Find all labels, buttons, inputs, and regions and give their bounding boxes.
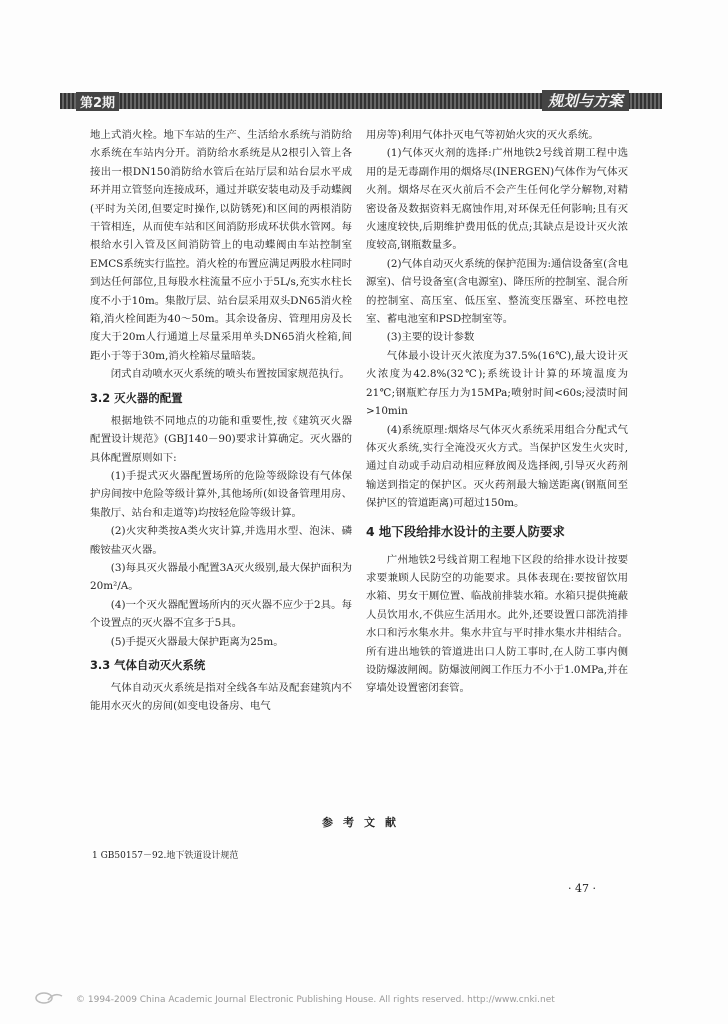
page-number: · 47 · xyxy=(568,882,596,895)
paragraph: 地上式消火栓。地下车站的生产、生活给水系统与消防给水系统在车站内分开。消防给水系统是从2根引入管上各接出一根DN150消防给水管后在站厅层和站台层水平成环并用立管竖向连接成环，通过并联安装电动及手动蝶阀(平时为关闭,但要定时操作,以防锈死)和区间的两根消防干管相连，从而使车站和区间消防形成环状供水管网。每根给水引入管及区间消防管上的电动蝶阀由车站控制室EMCS系统实行监控。消火栓的布置应满足两股水柱同时到达任何部位,且每股水柱流量不应小于5L/s,充实水柱长度不小于10m。集散厅层、站台层采用双头DN65消火栓箱,消火栓间距为40～50m。其余设备房、管理用房及长度大于20m人行通道上尽量采用单头DN65消火栓箱,间距小于等于30m,消火栓箱尽量暗装。 xyxy=(90,129,352,362)
paragraph: (2)火灾种类按A类火灾计算,并选用水型、泡沫、磷酸铵盐灭火器。 xyxy=(90,525,352,556)
paragraph: (1)手提式灭火器配置场所的危险等级除设有气体保护房间按中危险等级计算外,其他场所(如设备管理用房、集散厅、站台和走道等)均按轻危险等级计算。 xyxy=(90,469,352,519)
paragraph: (3)每具灭火器最小配置3A灭火级别,最大保护面积为20m²/A。 xyxy=(90,561,352,593)
right-column xyxy=(366,126,628,698)
paragraph: 气体自动灭火系统是指对全线各车站及配套建筑内不能用水灭火的房间(如变电设备房、电气 xyxy=(90,681,352,713)
issue-label: 第2期 xyxy=(76,92,119,111)
references-title: 参考文献 xyxy=(322,816,406,829)
cnki-logo-icon xyxy=(34,990,64,1006)
section-heading-3-3: 3.3 气体自动灭火系统 xyxy=(90,657,206,672)
paragraph: (3)主要的设计参数 xyxy=(386,331,475,344)
paragraph: (1)气体灭火剂的选择:广州地铁2号线首期工程中选用的是无毒副作用的烟烙尽(INERGEN)气体作为气体灭火剂。烟烙尽在灭火前后不会产生任何化学分解物,对精密设备及数据资料无腐蚀作用,对环保无任何影响;且有灭火速度较快,后期维护费用低的优点;其缺点是设计灭火浓度较高,钢瓶数量多。 xyxy=(366,147,628,252)
reference-item: 1 GB50157－92.地下铁道设计规范 xyxy=(92,851,239,861)
copyright-footer: © 1994-2009 China Academic Journal Electronic Publishing House. All rights reserved. http://www.cnki.net xyxy=(76,995,555,1005)
paragraph: 气体最小设计灭火浓度为37.5%(16℃),最大设计灭火浓度为42.8%(32℃);系统设计计算的环境温度为21℃;钢瓶贮存压力为15MPa;喷射时间<60s;浸渍时间>10min xyxy=(366,349,628,418)
paragraph: (4)一个灭火器配置场所内的灭火器不应少于2具。每个设置点的灭火器不宜多于5具。 xyxy=(90,598,352,630)
section-heading-4: 4 地下段给排水设计的主要人防要求 xyxy=(366,523,565,539)
section-heading-3-2: 3.2 灭火器的配置 xyxy=(90,390,183,405)
paragraph: (4)系统原理:烟烙尽气体灭火系统采用组合分配式气体灭火系统,实行全淹没灭火方式。当保护区发生火灾时,通过自动或手动启动相应释放阀及选择阀,引导灭火药剂输送到指定的保护区。灭火药剂最大输送距离(钢瓶间至保护区的管道距离)可超过150m。 xyxy=(366,423,628,510)
paragraph: 用房等)利用气体扑灭电气等初始火灾的灭火系统。 xyxy=(366,129,599,141)
paragraph: 闭式自动喷水灭火系统的喷头布置按国家规范执行。 xyxy=(110,368,350,381)
paragraph: 根据地铁不同地点的功能和重要性,按《建筑灭火器配置设计规范》(GBJ140－90)要求计算确定。灭火器的具体配置原则如下: xyxy=(90,414,352,464)
paragraph: (5)手提灭火器最大保护距离为25m。 xyxy=(110,635,284,648)
paragraph: 广州地铁2号线首期工程地下区段的给排水设计按要求要兼顾人民防空的功能要求。具体表现在:要按留饮用水箱、男女干厕位置、临战前排装水箱。水箱只提供掩蔽人员饮用水,不供应生活用水。此外,还要设置口部洗消排水口和污水集水井。集水井宜与平时排水集水井相结合。所有进出地铁的管道进出口人防工事时,在人防工事内侧设防爆波闸阀。防爆波闸阀工作压力不小于1.0MPa,并在穿墙处设置密闭套管。 xyxy=(366,553,628,695)
section-name: 规划与方案 xyxy=(542,90,629,111)
paragraph: (2)气体自动灭火系统的保护范围为:通信设备室(含电源室)、信号设备室(含电源室)、降压所的控制室、混合所的控制室、高压室、低压室、整流变压器室、环控电控室、蓄电池室和PSD控制室等。 xyxy=(366,257,628,326)
left-column xyxy=(90,126,352,716)
